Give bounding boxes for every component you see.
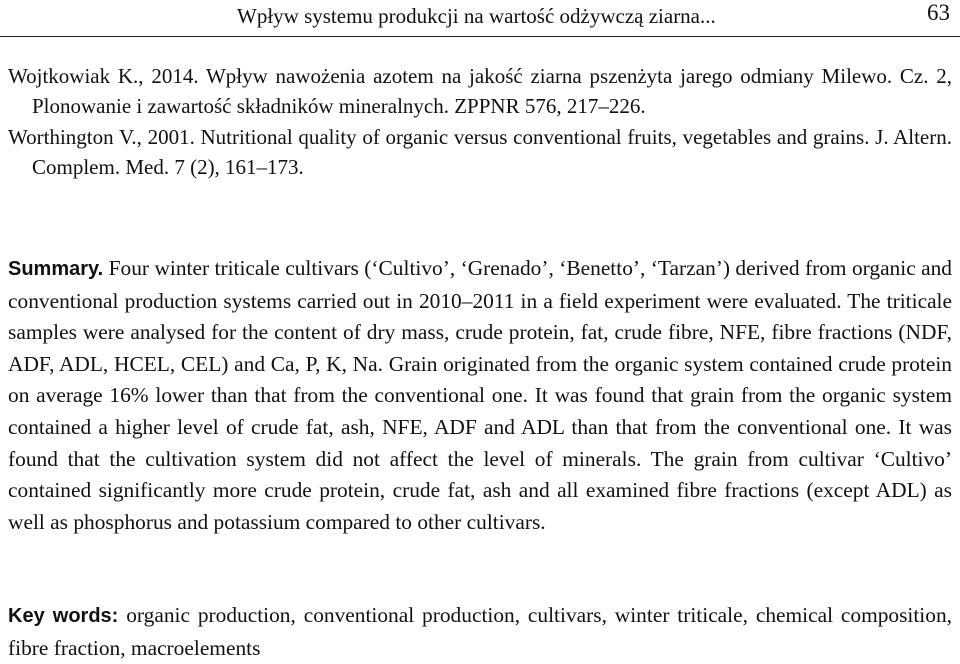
page-number: 63	[927, 0, 950, 25]
running-header	[0, 0, 960, 37]
summary-label: Summary.	[8, 258, 104, 280]
reference-item: Worthington V., 2001. Nutritional quality of organic versus conventional fruits, vegetables and grains. J. Altern. Complem. Med. 7 (2), 161–173.	[8, 125, 952, 179]
summary-text: Four winter triticale cultivars (‘Cultivo’, ‘Grenado’, ‘Benetto’, ‘Tarzan’) derived from organic and conventional production systems carried out in 2010–2011 in a field experiment were evaluated. The triticale samples were analysed for the content of dry mass, crude protein, fat, crude fibre, NFE, fibre fractions (NDF, ADF, ADL, HCEL, CEL) and Ca, P, K, Na. Grain originated from the organic system contained crude protein on average 16% lower than that from the conventional one. It was found that grain from the organic system contained a higher level of crude fat, ash, NFE, ADF and ADL than that from the conventional one. It was found that the cultivation system did not affect the level of minerals. The grain from cultivar ‘Cultivo’ contained significantly more crude protein, crude fat, ash and all examined fibre fractions (except ADL) as well as phosphorus and potassium compared to other cultivars.	[8, 256, 952, 534]
references-list	[8, 62, 952, 184]
keywords-label: Key words:	[8, 605, 119, 627]
reference-item: Wojtkowiak K., 2014. Wpływ nawożenia azotem na jakość ziarna pszenżyta jarego odmiany Milewo. Cz. 2, Plonowanie i zawartość składników mineralnych. ZPPNR 576, 217–226.	[8, 64, 952, 118]
running-title: Wpływ systemu produkcji na wartość odżywczą ziarna...	[237, 4, 716, 28]
keywords-paragraph	[8, 600, 952, 664]
keywords-text: organic production, conventional production, cultivars, winter triticale, chemical composition, fibre fraction, macroelements	[8, 603, 952, 660]
summary-paragraph	[8, 253, 952, 538]
